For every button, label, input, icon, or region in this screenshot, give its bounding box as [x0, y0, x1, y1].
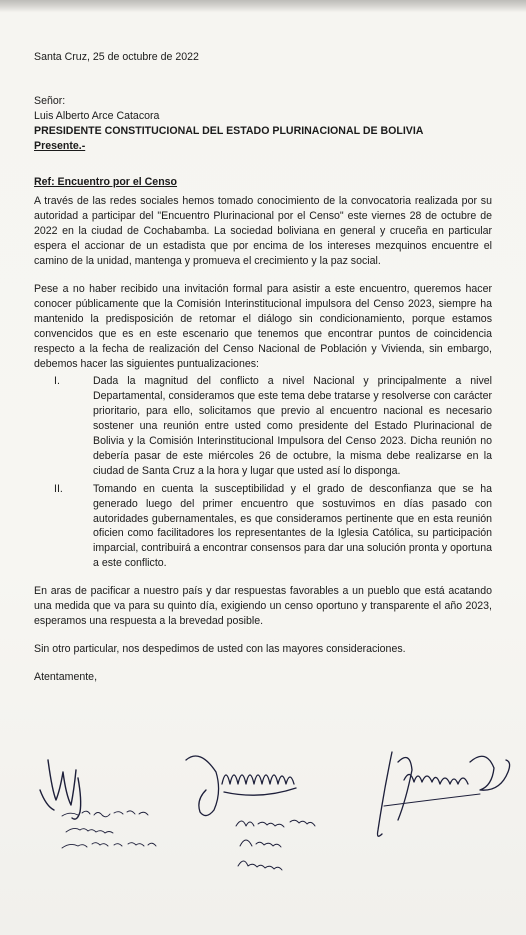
- presente-line: Presente.-: [34, 139, 86, 152]
- closing-paragraph-1: En aras de pacificar a nuestro país y dar respuestas favorables a un pueblo que está acatando una medida que va para su quinto día, exigiendo un censo oportuno y transparente el año 2023, esperamos una respuesta a la brevedad posible.: [34, 585, 492, 627]
- page-top-shadow: [0, 0, 526, 12]
- paragraph-1: A través de las redes sociales hemos tomado conocimiento de la convocatoria realizada por su autoridad a participar del "Encuentro Plurinacional por el Censo" este viernes 28 de octubre de 2022 en la ciudad de Cochabamba. La sociedad boliviana en general y cruceña en particular espera el accionar de un estadista que por encima de los intereses mezquinos encuentre el camino de la unidad, mantenga y promueva el crecimiento y la paz social.: [34, 195, 492, 268]
- addressee-title: PRESIDENTE CONSTITUCIONAL DEL ESTADO PLURINACIONAL DE BOLIVIA: [34, 124, 424, 137]
- signature-3: [378, 752, 510, 836]
- signature-2: [186, 756, 315, 870]
- letter-date: Santa Cruz, 25 de octubre de 2022: [34, 51, 199, 63]
- closing-paragraph-2: Sin otro particular, nos despedimos de usted con las mayores consideraciones.: [34, 642, 406, 655]
- point-text: Dada la magnitud del conflicto a nivel Nacional y principalmente a nivel Departamental, consideramos que este tema debe tratarse y resolverse con carácter prioritario, para ello, solicitamos que previo al encuentro nacional es necesario sostener una reunión entre usted como presidente del Estado Plurinacional de Bolivia y la Comisión Interinstitucional Impulsora del Censo 2023. Dicha reunión no debería pasar de este miércoles 26 de octubre, la misma debe realizarse en la ciudad de Santa Cruz a la hora y lugar que usted así lo disponga.: [93, 375, 492, 477]
- reference-line: Ref: Encuentro por el Censo: [34, 175, 178, 188]
- point-item: [34, 374, 492, 478]
- point-number: II.: [54, 482, 63, 495]
- signature-1: [40, 760, 156, 848]
- signoff: Atentamente,: [34, 670, 98, 683]
- letter-body: [34, 50, 492, 698]
- points-list: [34, 374, 492, 571]
- addressee-block: [34, 94, 492, 154]
- point-text: Tomando en cuenta la susceptibilidad y el grado de desconfianza que se ha generado luego del primer encuentro que sostuvimos en días pasado con autoridades gubernamentales, es que consideramos pertinente que en esta reunión oficien como facilitadores los representantes de la Iglesia Católica, su participación imparcial, contribuirá a encontrar consensos para dar una solución pronta y oportuna a este conflicto.: [93, 482, 492, 570]
- paragraph-2: Pese a no haber recibido una invitación formal para asistir a este encuentro, queremos hacer conocer públicamente que la Comisión Interinstitucional impulsora del Censo 2023, siempre ha mantenido la predisposición de retomar el diálogo sin condicionamiento, porque estamos convencidos que es en este escenario que tenemos que encontrar puntos de coincidencia respecto a la fecha de realización del Censo Nacional de Población y Vivienda, sin embargo, debemos hacer las siguientes puntualizaciones:: [34, 282, 492, 370]
- addressee-name: Luis Alberto Arce Catacora: [34, 109, 160, 122]
- point-item: [34, 482, 492, 571]
- salutation: Señor:: [34, 94, 66, 107]
- point-number: I.: [54, 375, 60, 388]
